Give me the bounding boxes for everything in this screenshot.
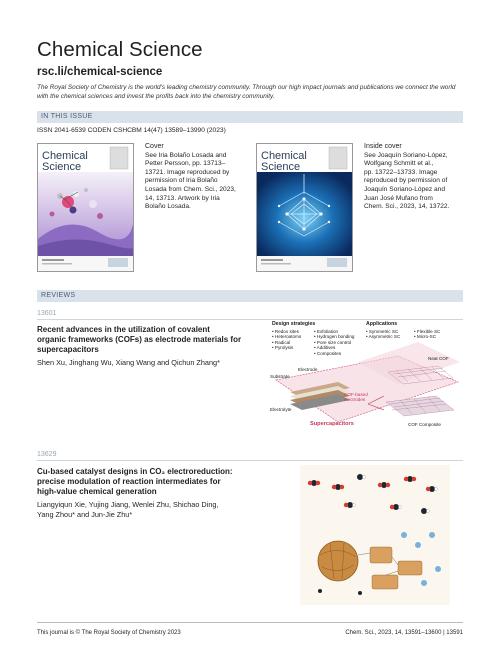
design-item: • Hydrogen bonding (314, 334, 355, 340)
inside-cover-heading: Inside cover (364, 143, 402, 150)
design-item: • Pyrolysis (272, 345, 294, 351)
applications-col1 (366, 329, 400, 340)
inside-cover-line: See Joaquín Soriano-López, (364, 151, 448, 159)
design-item: • Heteroatoms (272, 334, 302, 340)
cover-line: 14, 13713. Artwork by Iria (145, 194, 220, 202)
cover-heading: Cover (145, 143, 164, 150)
footer-copyright: This journal is © The Royal Society of Chemistry 2023 (37, 630, 181, 636)
design-item: • Additives (314, 345, 336, 351)
article-number: 13601 (37, 310, 57, 317)
design-item: • Redox sites (272, 329, 299, 334)
design-strategies-col2 (314, 329, 354, 356)
label-cof-electrodes: COF-based electrodes (344, 392, 368, 403)
article-title-line: precise modulation of reaction intermediates for (37, 477, 221, 486)
cu-catalyst-figure (300, 465, 450, 605)
article-number: 13629 (37, 451, 57, 458)
cover-line: 13721. Image reproduced by (145, 168, 230, 176)
cover-mini-title-2: Science (42, 161, 82, 173)
applications-col2 (414, 329, 440, 340)
application-item: • Micro-SC (414, 334, 437, 340)
cover-image[interactable] (37, 143, 134, 272)
label-cof-composite: COF Composite (408, 422, 441, 427)
design-item: • Exfoliation (314, 329, 339, 334)
journal-url[interactable]: rsc.li/chemical-science (37, 66, 163, 78)
cover-mini-title-1: Chemical (42, 150, 88, 162)
design-item: • Composites (314, 350, 342, 356)
article-title[interactable] (37, 325, 267, 355)
article-title-line: high-value chemical generation (37, 487, 157, 496)
cover-artwork (38, 144, 133, 271)
article-authors-line: Shen Xu, Jinghang Wu, Xiang Wang and Qichun Zhang* (37, 358, 220, 367)
inside-cover-line: Chem. Sci., 2023, 14, 13722. (364, 203, 450, 211)
inside-cover-artwork (257, 144, 352, 271)
label-electrolyte: Electrolyte (270, 407, 292, 412)
inside-cover-line: Juan José Mufano from (364, 194, 433, 202)
footer-citation: Chem. Sci., 2023, 14, 13591–13600 | 13591 (345, 630, 463, 636)
article-title-line: supercapacitors (37, 345, 99, 354)
inside-cover-mini-title-1: Chemical (261, 150, 307, 162)
journal-title: Chemical Science (37, 38, 203, 61)
cover-line: Bolaño Losada. (145, 203, 191, 211)
journal-description: The Royal Society of Chemistry is the world's leading chemistry community. Through our high impact journals and publications we connect the world with the chemical sciences and invest the profits back into the chemistry community. (37, 84, 456, 100)
label-substrate: Substrate (270, 374, 290, 379)
inside-cover-caption (364, 143, 474, 212)
article-title-line: Cu-based catalyst designs in CO₂ electroreduction: (37, 467, 233, 476)
article-authors-line: Yang Zhou* and Jun-Jie Zhu* (37, 509, 133, 519)
article-title-line: organic frameworks (COFs) as electrode materials for (37, 335, 242, 344)
design-strategies-col1 (272, 329, 301, 351)
application-item: • Flexible SC (414, 329, 441, 334)
label-neat-cof: Neat COF (428, 356, 449, 361)
design-item: • Radical (272, 339, 291, 345)
label-supercapacitors: Supercapacitors (310, 421, 354, 427)
design-item: • Pore size control (314, 339, 352, 345)
cover-line: Losada from Chem. Sci., 2023, (145, 185, 236, 193)
reviews-bar: REVIEWS (37, 290, 463, 302)
article-authors (37, 500, 267, 519)
in-this-issue-bar: IN THIS ISSUE (37, 111, 463, 123)
application-item: • Symmetric SC (366, 329, 399, 334)
article-title-line: Recent advances in the utilization of covalent (37, 325, 210, 334)
applications-heading: Applications (366, 321, 398, 327)
design-strategies-heading: Design strategies (272, 321, 316, 327)
cover-line: Petter Persson, pp. 13713– (145, 160, 226, 168)
cover-line: See Iria Bolaño Losada and (145, 151, 227, 159)
application-item: • Asymmetric SC (366, 334, 401, 340)
article-title[interactable] (37, 467, 267, 497)
footer-divider (37, 622, 463, 623)
inside-cover-line: Wolfgang Schmitt et al., (364, 160, 434, 168)
cover-caption (145, 143, 255, 212)
inside-cover-line: reproduced by permission of (364, 177, 448, 185)
inside-cover-mini-title-2: Science (261, 161, 301, 173)
graphical-abstract-cof[interactable] (268, 322, 464, 444)
inside-cover-image[interactable] (256, 143, 353, 272)
inside-cover-line: Joaquín Soriano-López and (364, 185, 446, 193)
cover-line: permission of Iria Bolaño (145, 177, 218, 185)
issn-line: ISSN 2041-6539 CODEN CSHCBM 14(47) 13589–13990 (2023) (37, 127, 226, 134)
label-electrode: Electrode (298, 367, 318, 372)
article-authors-line: Liangyiqun Xie, Yujing Jiang, Wenlei Zhu, Shichao Ding, (37, 500, 219, 509)
inside-cover-line: pp. 13722–13733. Image (364, 168, 438, 176)
graphical-abstract-cu-catalyst[interactable] (300, 465, 450, 605)
article-divider (37, 319, 463, 320)
article-divider (37, 460, 463, 461)
article-authors (37, 358, 267, 368)
